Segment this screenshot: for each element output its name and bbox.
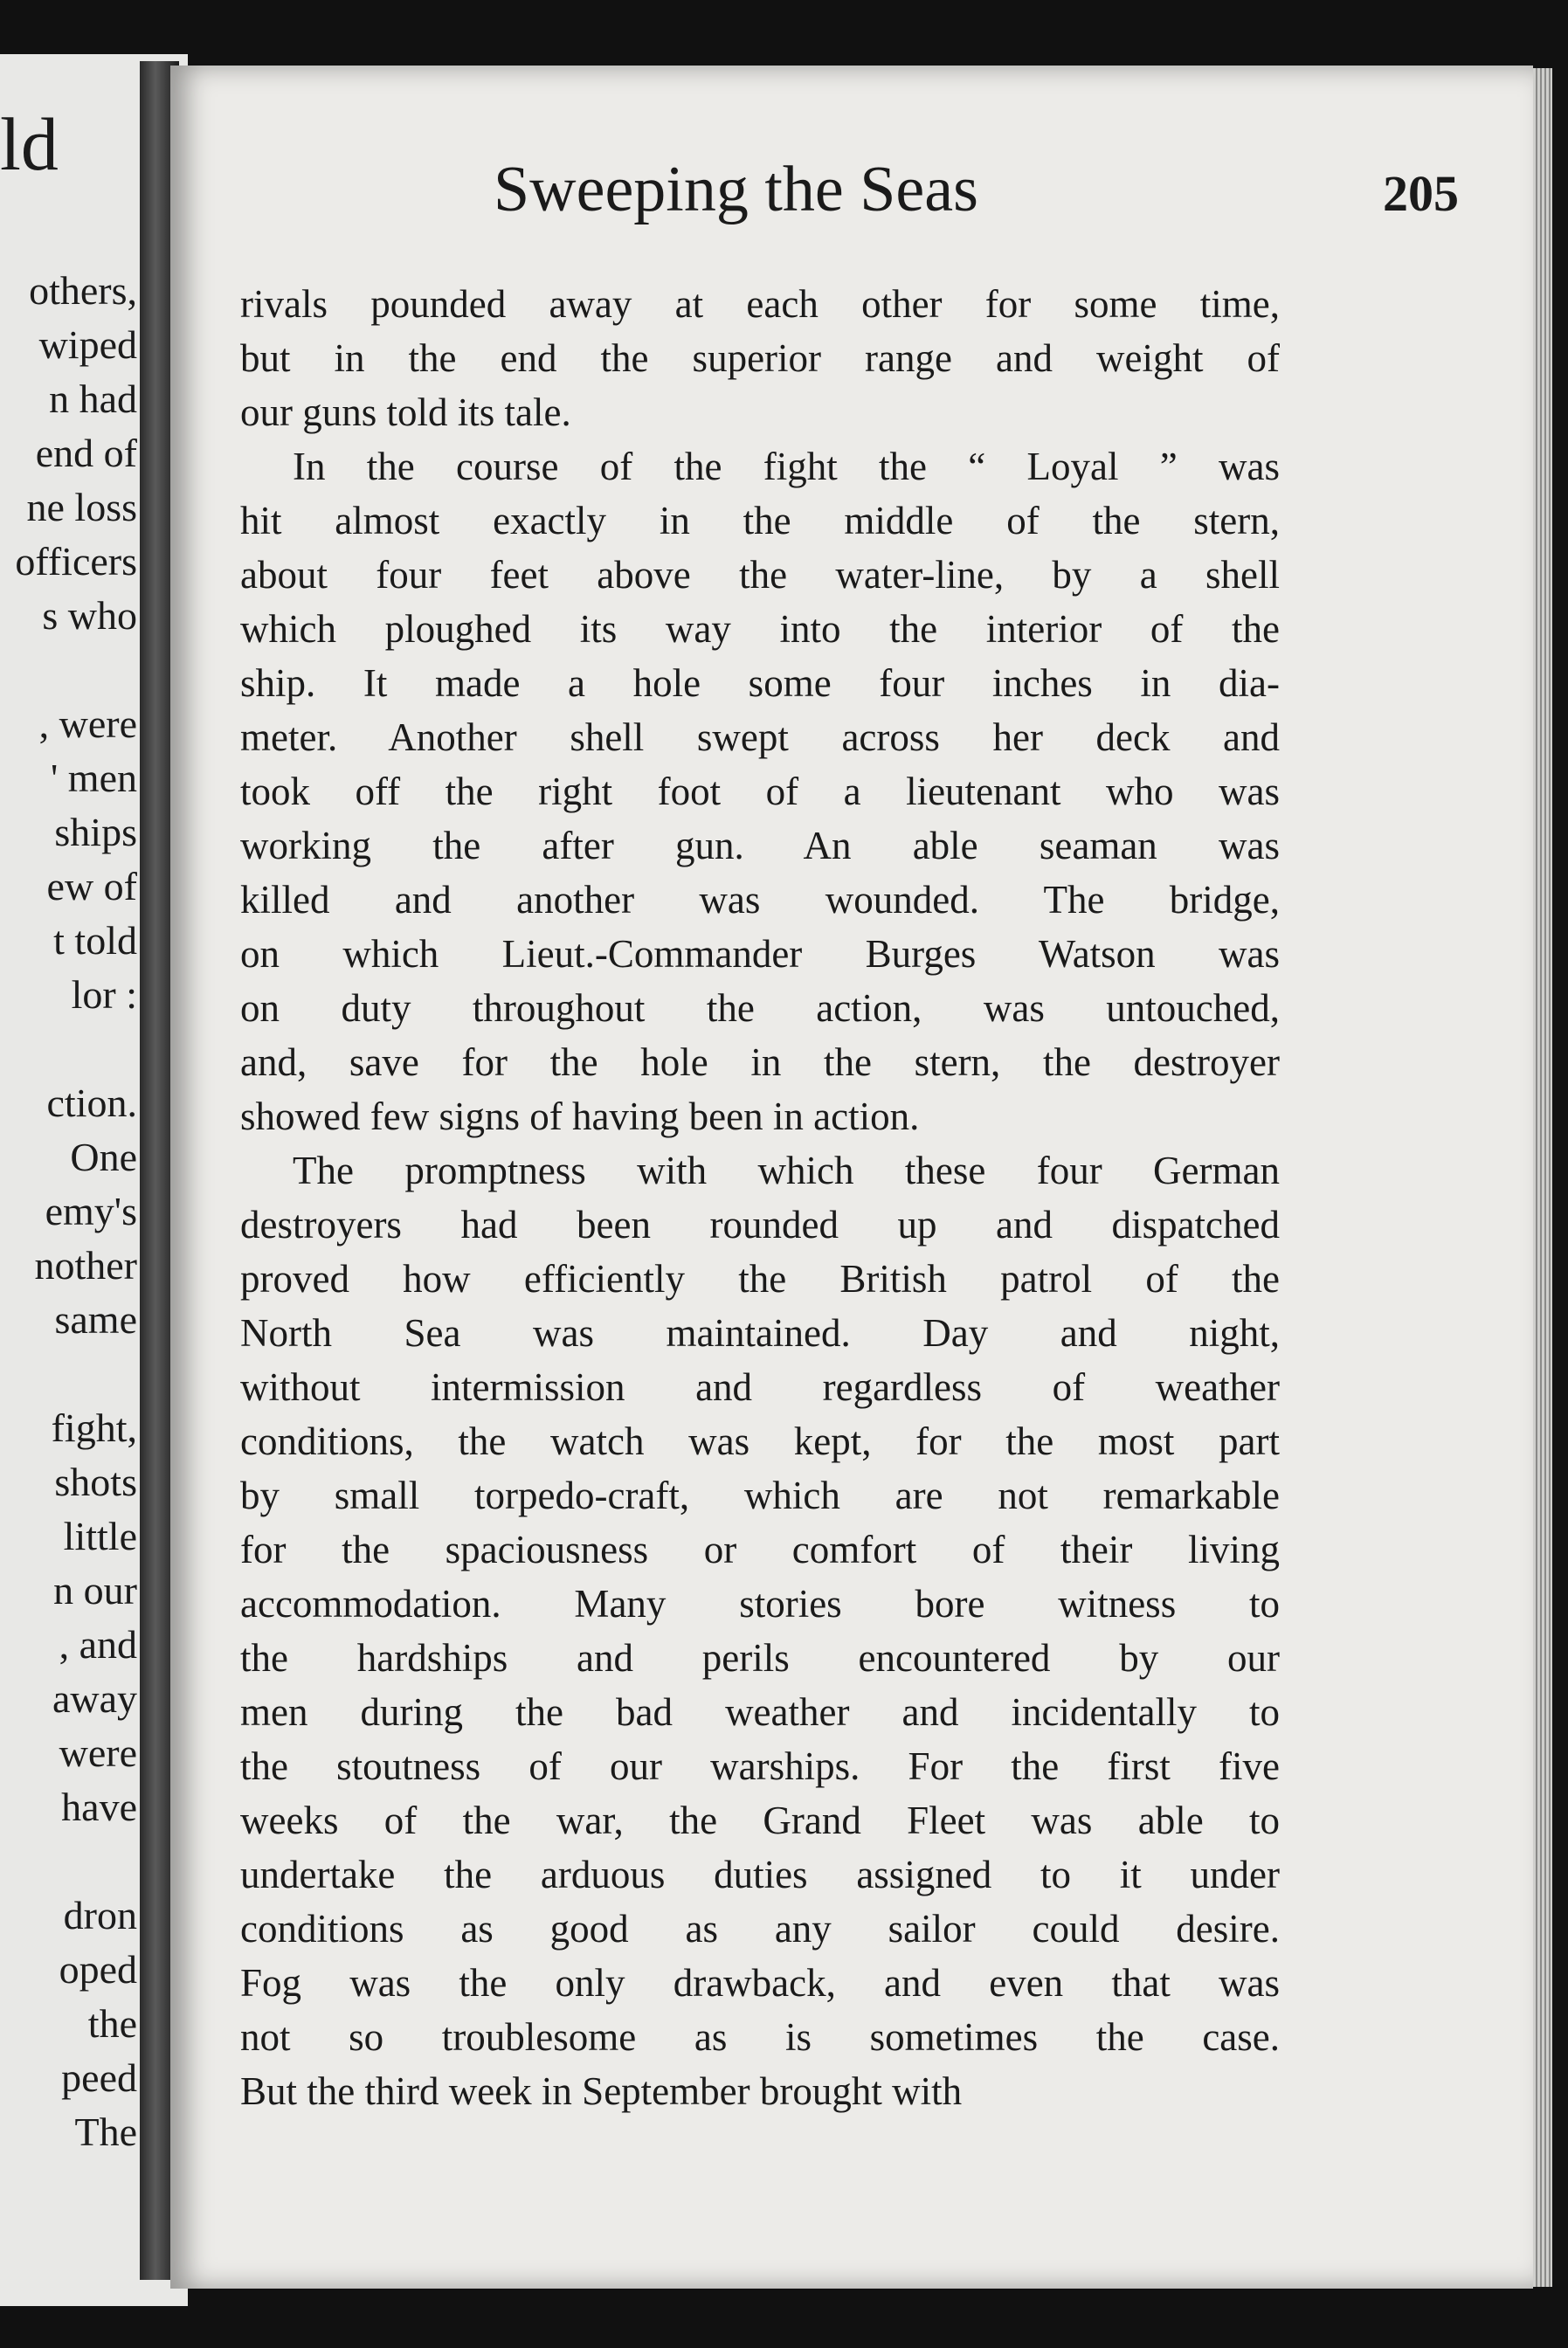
left-page-line: were	[59, 1730, 137, 1775]
paragraph	[240, 1143, 1280, 2118]
page-number: 205	[1383, 165, 1459, 222]
text-line: on which Lieut.-Commander Burges Watson was	[240, 932, 1280, 976]
text-line: our guns told its tale.	[240, 390, 571, 434]
text-line: by small torpedo-craft, which are not remarkable	[240, 1474, 1280, 1517]
left-page-line: have	[61, 1785, 137, 1829]
left-page-line: dron	[63, 1893, 137, 1937]
text-line: In the course of the fight the “ Loyal ” was	[293, 445, 1280, 488]
left-page-line: same	[54, 1297, 137, 1342]
left-page-line: shots	[54, 1460, 137, 1504]
text-line: but in the end the superior range and weight of	[240, 336, 1280, 380]
left-page-line: , and	[59, 1622, 137, 1667]
running-head: Sweeping the Seas	[494, 154, 978, 225]
text-line: men during the bad weather and incidentally to	[240, 1690, 1280, 1734]
text-line: weeks of the war, the Grand Fleet was able to	[240, 1799, 1280, 1842]
paragraph	[240, 439, 1280, 1143]
left-page-line: ships	[54, 810, 137, 854]
text-line: destroyers had been rounded up and dispatched	[240, 1203, 1280, 1247]
left-page-line: the	[87, 2001, 137, 2046]
left-page-line: t told	[53, 918, 137, 963]
text-line: North Sea was maintained. Day and night,	[240, 1311, 1280, 1355]
left-page-line: The	[74, 2110, 137, 2154]
text-line: the hardships and perils encountered by our	[240, 1636, 1280, 1680]
body-text	[240, 277, 1280, 2118]
left-page-line: n our	[53, 1568, 137, 1613]
text-line: meter. Another shell swept across her deck and	[240, 715, 1280, 759]
text-line: rivals pounded away at each other for some time,	[240, 282, 1280, 326]
text-line: on duty throughout the action, was untouched,	[240, 986, 1280, 1030]
left-page-line: end of	[35, 431, 137, 475]
left-page-line: lor :	[71, 972, 137, 1017]
left-page-line: s who	[42, 593, 137, 638]
left-page-line: little	[63, 1514, 137, 1558]
left-page-heading-fragment: ld	[0, 102, 59, 186]
left-page-line: ne loss	[26, 485, 137, 529]
left-page-line: peed	[61, 2055, 137, 2100]
text-line: proved how efficiently the British patrol of the	[240, 1257, 1280, 1301]
text-line: The promptness with which these four German	[293, 1149, 1280, 1192]
text-line: which ploughed its way into the interior of the	[240, 607, 1280, 651]
text-line: conditions as good as any sailor could desire.	[240, 1907, 1280, 1951]
text-line: hit almost exactly in the middle of the stern,	[240, 499, 1280, 542]
left-page-text	[15, 264, 137, 2159]
left-page-line: fight,	[51, 1405, 137, 1450]
right-page	[170, 66, 1533, 2289]
left-page-line	[15, 1347, 137, 1401]
left-page-line: ' men	[51, 756, 137, 800]
text-line: about four feet above the water-line, by a shell	[240, 553, 1280, 597]
text-line: showed few signs of having been in action.	[240, 1095, 920, 1138]
text-line: Fog was the only drawback, and even that was	[240, 1961, 1280, 2005]
text-line: for the spaciousness or comfort of their living	[240, 1528, 1280, 1571]
left-page-line	[15, 1022, 137, 1076]
text-line: without intermission and regardless of weather	[240, 1365, 1280, 1409]
paragraph	[240, 277, 1280, 439]
text-line: working the after gun. An able seaman was	[240, 824, 1280, 867]
text-line: conditions, the watch was kept, for the most part	[240, 1419, 1280, 1463]
text-line: killed and another was wounded. The bridge,	[240, 878, 1280, 922]
text-line: not so troublesome as is sometimes the case.	[240, 2015, 1280, 2059]
left-page-line: n had	[49, 376, 137, 421]
left-page-line: emy's	[45, 1189, 137, 1233]
left-page-line: away	[52, 1676, 137, 1721]
text-line: accommodation. Many stories bore witness to	[240, 1582, 1280, 1626]
left-page-line: ction.	[46, 1081, 137, 1125]
left-page-line: One	[70, 1135, 137, 1179]
left-page-line: wiped	[38, 322, 137, 367]
left-page-line: officers	[15, 539, 137, 584]
left-page-line	[15, 643, 137, 697]
page-edges	[1533, 68, 1552, 2287]
left-page-line: nother	[34, 1243, 137, 1288]
left-page-line: others,	[29, 268, 137, 313]
text-line: ship. It made a hole some four inches in dia-	[240, 661, 1280, 705]
text-line: took off the right foot of a lieutenant who was	[240, 770, 1280, 813]
left-page-line: , were	[38, 701, 137, 746]
left-page-line: ew of	[46, 864, 137, 908]
left-page-line: oped	[59, 1947, 137, 1992]
text-line: and, save for the hole in the stern, the destroyer	[240, 1040, 1280, 1084]
text-line: the stoutness of our warships. For the first five	[240, 1744, 1280, 1788]
text-line: But the third week in September brought with	[240, 2069, 963, 2113]
text-line: undertake the arduous duties assigned to it under	[240, 1853, 1280, 1896]
left-page-line	[15, 1834, 137, 1889]
